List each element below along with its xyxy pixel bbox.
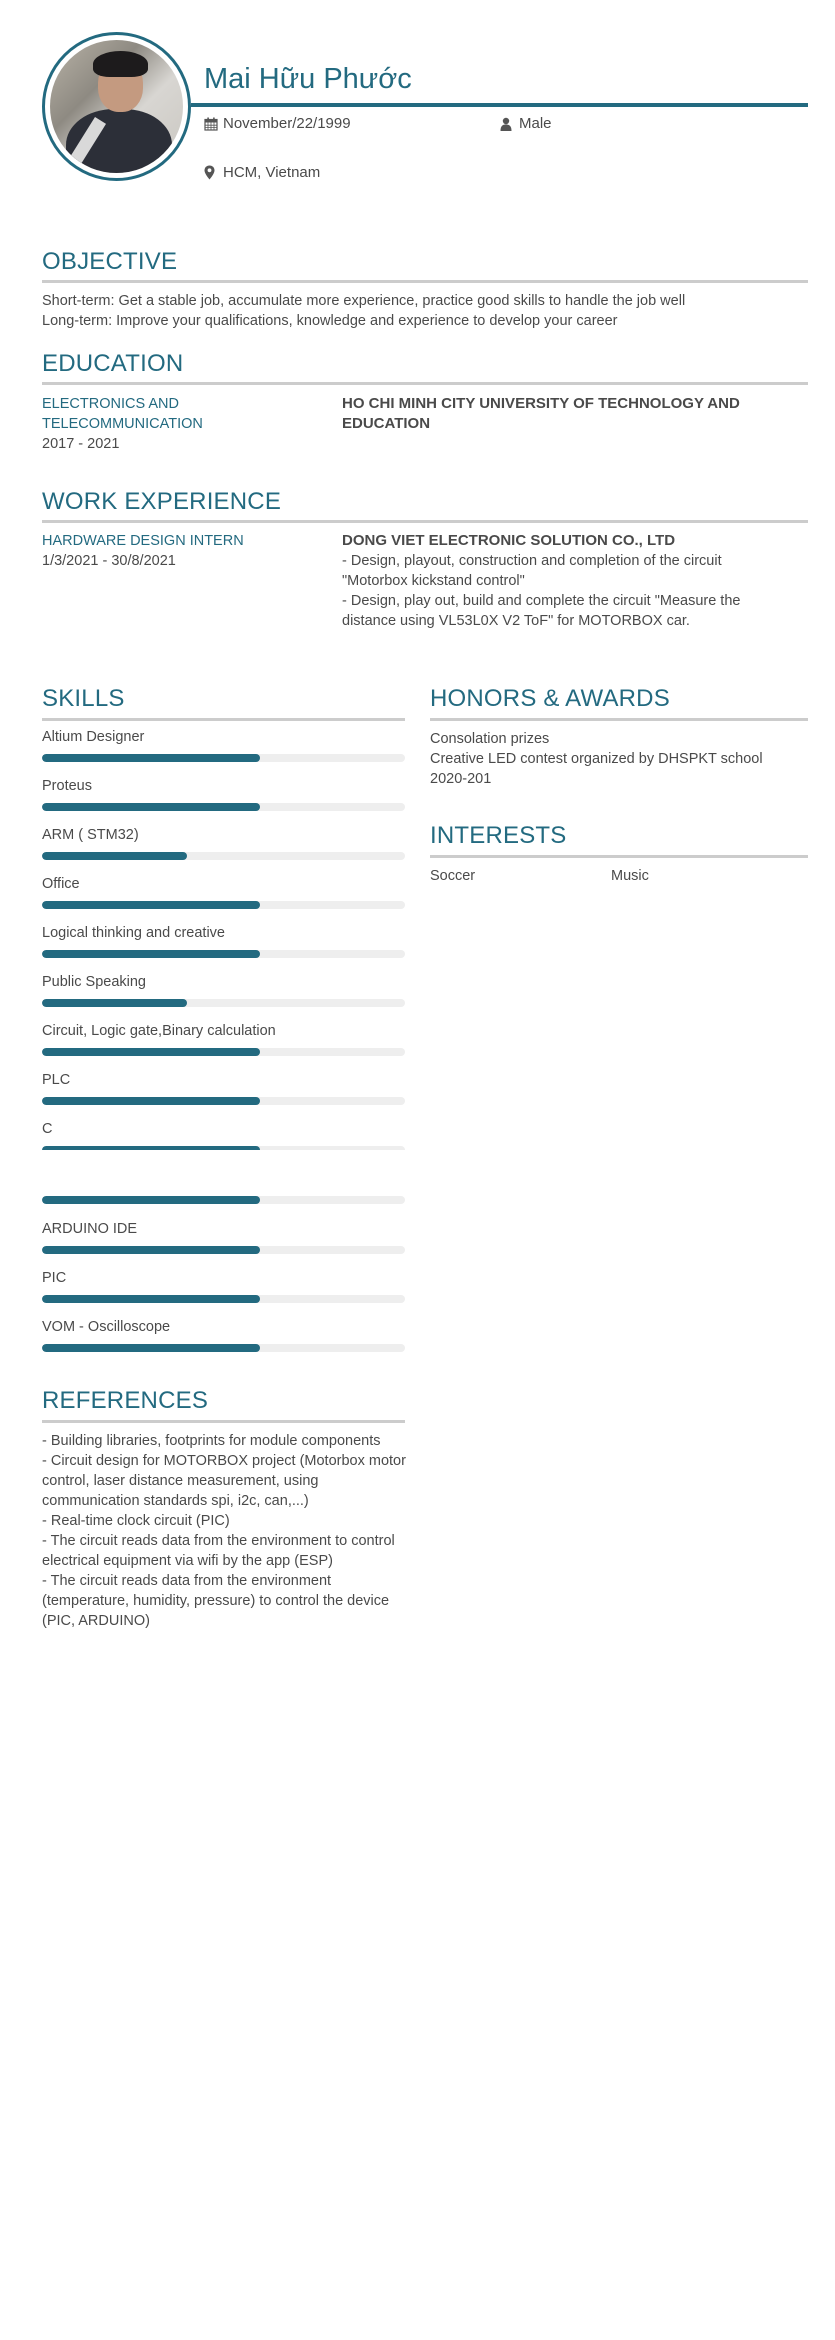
- work-heading: WORK EXPERIENCE: [42, 488, 282, 515]
- skill-bar: [42, 803, 405, 811]
- work-item-right: [342, 531, 762, 631]
- work-detail: - Design, playout, construction and completion of the circuit "Motorbox kickstand control": [342, 553, 722, 589]
- skill-label: PIC: [42, 1270, 67, 1286]
- work-company: DONG VIET ELECTRONIC SOLUTION CO., LTD: [342, 532, 676, 549]
- location-info: [204, 164, 320, 181]
- birthday-info: [204, 115, 351, 132]
- education-divider: [42, 382, 808, 385]
- skill-bar: [42, 754, 405, 762]
- skill-bar: [42, 1097, 405, 1105]
- skill-bar: [42, 852, 405, 860]
- objective-short-term: Short-term: Get a stable job, accumulate more experience, practice good skills to handle the job well: [42, 293, 686, 309]
- skill-bar-fill: [42, 1146, 260, 1150]
- skill-label: PLC: [42, 1072, 71, 1088]
- skill-bar-fill: [42, 754, 260, 762]
- skills-heading: SKILLS: [42, 685, 125, 712]
- work-divider: [42, 520, 808, 523]
- skill-bar-fill: [42, 1344, 260, 1352]
- skill-label: Public Speaking: [42, 974, 146, 990]
- skill-label: Logical thinking and creative: [42, 925, 225, 941]
- skill-bar-fill: [42, 852, 187, 860]
- skill-bar: [42, 1246, 405, 1254]
- profile-photo: [50, 40, 183, 173]
- user-icon: [500, 117, 512, 131]
- skill-bar: [42, 950, 405, 958]
- location-value: HCM, Vietnam: [223, 164, 321, 181]
- birthday-value: November/22/1999: [223, 115, 351, 132]
- objective-long-term: Long-term: Improve your qualifications, knowledge and experience to develop your career: [42, 313, 618, 329]
- calendar-icon: [204, 117, 218, 131]
- skill-label: ARDUINO IDE: [42, 1221, 138, 1237]
- references-heading: REFERENCES: [42, 1387, 209, 1414]
- education-item-left: [42, 394, 242, 454]
- skill-label: Office: [42, 876, 80, 892]
- skill-bar-fill: [42, 1295, 260, 1303]
- work-item-left: [42, 531, 322, 571]
- skill-bar-fill: [42, 901, 260, 909]
- interest-item: Soccer: [430, 868, 476, 884]
- reference-item: - Circuit design for MOTORBOX project (Motorbox motor control, laser distance measurement, using communication standards spi, i2c, can,...): [42, 1453, 406, 1509]
- work-detail: - Design, play out, build and complete the circuit "Measure the distance using VL53L0X V2 ToF" for MOTORBOX car.: [342, 593, 741, 629]
- objective-divider: [42, 280, 808, 283]
- skill-label: Circuit, Logic gate,Binary calculation: [42, 1023, 276, 1039]
- skill-bar: [42, 1048, 405, 1056]
- skill-bar-fill: [42, 1196, 260, 1204]
- honor-year: 2020-201: [430, 771, 492, 787]
- skill-bar-fill: [42, 950, 260, 958]
- skill-label: Altium Designer: [42, 729, 145, 745]
- skill-bar-fill: [42, 1097, 260, 1105]
- full-name: Mai Hữu Phước: [204, 63, 412, 95]
- references-divider: [42, 1420, 405, 1423]
- honor-title: Consolation prizes: [430, 731, 550, 747]
- skill-label: C: [42, 1121, 53, 1137]
- header-divider: [191, 103, 808, 107]
- interests-heading: INTERESTS: [430, 822, 567, 849]
- reference-item: - Real-time clock circuit (PIC): [42, 1513, 230, 1529]
- skill-bar: [42, 999, 405, 1007]
- reference-item: - The circuit reads data from the environment (temperature, humidity, pressure) to control the device (PIC, ARDUINO): [42, 1573, 390, 1629]
- skill-bar-fill: [42, 1246, 260, 1254]
- objective-heading: OBJECTIVE: [42, 248, 178, 275]
- objective-content: [42, 291, 808, 331]
- skill-bar: [42, 1196, 405, 1204]
- skill-bar-fill: [42, 1048, 260, 1056]
- education-heading: EDUCATION: [42, 350, 184, 377]
- skill-bar: [42, 901, 405, 909]
- work-period: 1/3/2021 - 30/8/2021: [42, 553, 176, 569]
- avatar: [42, 32, 191, 181]
- reference-item: - The circuit reads data from the environment to control electrical equipment via wifi by the app (ESP): [42, 1533, 395, 1569]
- education-major: ELECTRONICS AND TELECOMMUNICATION: [42, 396, 203, 432]
- skill-bar-fill: [42, 803, 260, 811]
- skill-bar: [42, 1344, 405, 1352]
- interests-divider: [430, 855, 808, 858]
- honors-heading: HONORS & AWARDS: [430, 685, 670, 712]
- skill-bar: [42, 1146, 405, 1150]
- skill-bar: [42, 1295, 405, 1303]
- reference-item: - Building libraries, footprints for module components: [42, 1433, 381, 1449]
- skill-label: ARM ( STM32): [42, 827, 139, 843]
- skills-divider: [42, 718, 405, 721]
- gender-value: Male: [519, 115, 552, 132]
- work-position: HARDWARE DESIGN INTERN: [42, 533, 244, 549]
- gender-info: [500, 115, 552, 132]
- honors-content: [430, 729, 808, 789]
- interest-item: Music: [611, 868, 649, 884]
- map-marker-icon: [204, 165, 215, 180]
- skill-bar-fill: [42, 999, 187, 1007]
- skill-label: Proteus: [42, 778, 92, 794]
- honors-divider: [430, 718, 808, 721]
- education-period: 2017 - 2021: [42, 436, 120, 452]
- honor-description: Creative LED contest organized by DHSPKT school: [430, 751, 763, 767]
- references-content: [42, 1431, 412, 1631]
- skill-label: VOM - Oscilloscope: [42, 1319, 171, 1335]
- education-school: HO CHI MINH CITY UNIVERSITY OF TECHNOLOGY AND EDUCATION: [342, 395, 740, 432]
